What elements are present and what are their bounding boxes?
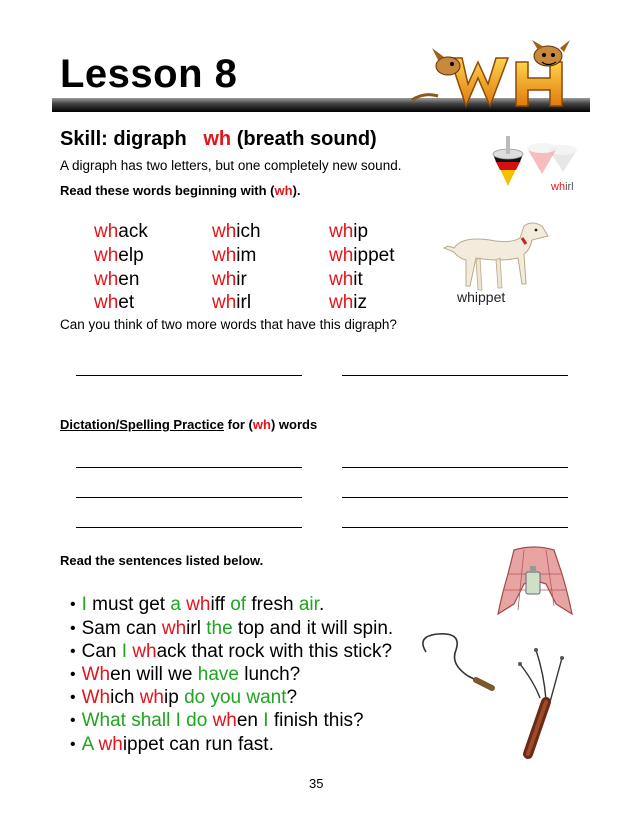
- skill-heading: [60, 128, 377, 151]
- dictation-mid: for (: [224, 417, 253, 432]
- skill-digraph: wh: [203, 128, 232, 150]
- whirl-caption-post: irl: [565, 181, 574, 193]
- sentence-item: [70, 641, 392, 663]
- instruction-after: ).: [292, 183, 301, 198]
- sentence-part: wh: [98, 734, 123, 755]
- dictation-line[interactable]: [76, 497, 302, 498]
- read-sentences-heading: Read the sentences listed below.: [60, 553, 264, 568]
- sentence-part: irl: [186, 618, 207, 639]
- sentence-part: have: [197, 664, 239, 685]
- digraph-question: Can you think of two more words that have this digraph?: [60, 317, 397, 332]
- word-digraph: wh: [94, 292, 119, 313]
- bullet-icon: •: [70, 736, 76, 753]
- word-item: [94, 269, 139, 291]
- word-item: [329, 245, 395, 267]
- bullet-icon: •: [70, 689, 76, 706]
- instruction-digraph: wh: [274, 183, 293, 198]
- sentence-part: wh: [161, 618, 187, 639]
- dictation-digraph: wh: [252, 417, 271, 432]
- whip-image: [416, 628, 586, 764]
- word-rest: et: [118, 292, 135, 313]
- sentence-part: finish this?: [268, 710, 364, 731]
- sentence-part: ip: [163, 687, 185, 708]
- word-rest: ippet: [353, 245, 395, 266]
- whippet-image: [440, 218, 552, 298]
- sentence-part: I: [81, 594, 87, 615]
- sentence-part: wh: [139, 687, 164, 708]
- sentence-item: [70, 734, 274, 756]
- skill-note: (breath sound): [236, 128, 377, 150]
- dictation-line[interactable]: [342, 527, 568, 528]
- scarf-graphic: [494, 544, 576, 620]
- wh-logo: [410, 40, 590, 110]
- word-item: [212, 221, 261, 243]
- sentence-part: ippet can run fast.: [122, 734, 274, 755]
- word-rest: iz: [353, 292, 368, 313]
- word-item: [212, 245, 256, 267]
- page-number: 35: [309, 776, 324, 791]
- word-rest: ip: [353, 221, 369, 242]
- sentence-part: of: [230, 594, 247, 615]
- sentence-part: Wh: [81, 664, 111, 685]
- word-rest: ich: [236, 221, 261, 242]
- answer-line-2[interactable]: [342, 375, 568, 376]
- sentence-part: Wh: [81, 687, 111, 708]
- sentence-part: iff: [210, 594, 231, 615]
- word-digraph: wh: [94, 221, 119, 242]
- word-item: [94, 221, 148, 243]
- word-digraph: wh: [329, 269, 354, 290]
- dictation-line[interactable]: [342, 467, 568, 468]
- bullet-icon: •: [70, 712, 76, 729]
- word-rest: irl: [236, 292, 252, 313]
- sentence-part: Can: [81, 641, 122, 662]
- sentence-part: ich: [110, 687, 140, 708]
- word-digraph: wh: [94, 269, 119, 290]
- word-rest: ir: [236, 269, 247, 290]
- sentence-part: I: [121, 641, 128, 662]
- sentence-part: en: [236, 710, 264, 731]
- sentence-item: [70, 618, 393, 640]
- digraph-description: A digraph has two letters, but one completely new sound.: [60, 158, 402, 173]
- word-rest: ack: [118, 221, 148, 242]
- sentence-item: [70, 687, 297, 709]
- sentence-part: lunch?: [238, 664, 301, 685]
- word-digraph: wh: [329, 292, 354, 313]
- word-rest: elp: [118, 245, 144, 266]
- word-digraph: wh: [212, 221, 237, 242]
- sentence-part: A: [81, 734, 94, 755]
- sentence-item: [70, 710, 364, 732]
- whip-graphic: [416, 628, 586, 764]
- whirl-caption-pre: wh: [551, 181, 566, 193]
- whippet-caption: whippet: [457, 289, 506, 305]
- sentence-part: ?: [286, 687, 298, 708]
- dictation-end: ) words: [270, 417, 318, 432]
- dictation-line[interactable]: [76, 467, 302, 468]
- page-title: Lesson 8: [60, 52, 238, 96]
- bullet-icon: •: [70, 620, 76, 637]
- sentence-part: do you want: [184, 687, 287, 708]
- bullet-icon: •: [70, 666, 76, 683]
- sentence-part: Sam can: [81, 618, 162, 639]
- sentence-item: [70, 594, 324, 616]
- sentence-item: [70, 664, 300, 686]
- word-item: [329, 292, 367, 314]
- word-digraph: wh: [212, 269, 237, 290]
- read-words-instruction: [60, 183, 301, 198]
- dictation-heading: [60, 417, 317, 432]
- instruction-before: Read these words beginning with (: [60, 183, 275, 198]
- word-item: [94, 245, 144, 267]
- word-rest: it: [353, 269, 363, 290]
- dictation-line[interactable]: [342, 497, 568, 498]
- whirl-caption: [551, 181, 574, 193]
- word-item: [212, 292, 251, 314]
- sentence-part: en will we: [110, 664, 198, 685]
- sentence-part: ack that rock with this stick?: [156, 641, 393, 662]
- sentence-part: wh: [212, 710, 237, 731]
- sentence-part: must get: [86, 594, 171, 615]
- sentence-part: the: [206, 618, 233, 639]
- sentence-part: air: [298, 594, 319, 615]
- word-item: [329, 221, 368, 243]
- word-digraph: wh: [329, 221, 354, 242]
- sentence-part: wh: [132, 641, 157, 662]
- sentence-part: fresh: [246, 594, 299, 615]
- dictation-title: Dictation/Spelling Practice: [60, 417, 224, 432]
- word-item: [94, 292, 134, 314]
- word-digraph: wh: [94, 245, 119, 266]
- whippet-dog-graphic: [440, 218, 552, 298]
- sentence-part: wh: [186, 594, 211, 615]
- sentence-part: I: [263, 710, 269, 731]
- dictation-line[interactable]: [76, 527, 302, 528]
- answer-line-1[interactable]: [76, 375, 302, 376]
- wh-logo-graphic: [410, 40, 590, 110]
- sentence-part: top and it will spin.: [232, 618, 394, 639]
- sentence-part: .: [318, 594, 325, 615]
- bullet-icon: •: [70, 596, 76, 613]
- sentence-part: What shall I do: [81, 710, 213, 731]
- word-item: [329, 269, 363, 291]
- word-item: [212, 269, 247, 291]
- word-digraph: wh: [212, 292, 237, 313]
- word-rest: en: [118, 269, 140, 290]
- word-digraph: wh: [212, 245, 237, 266]
- sentence-part: a: [170, 594, 181, 615]
- scarf-image: [494, 544, 576, 620]
- word-digraph: wh: [329, 245, 354, 266]
- word-rest: im: [236, 245, 257, 266]
- bullet-icon: •: [70, 643, 76, 660]
- skill-label: Skill: digraph: [60, 128, 187, 150]
